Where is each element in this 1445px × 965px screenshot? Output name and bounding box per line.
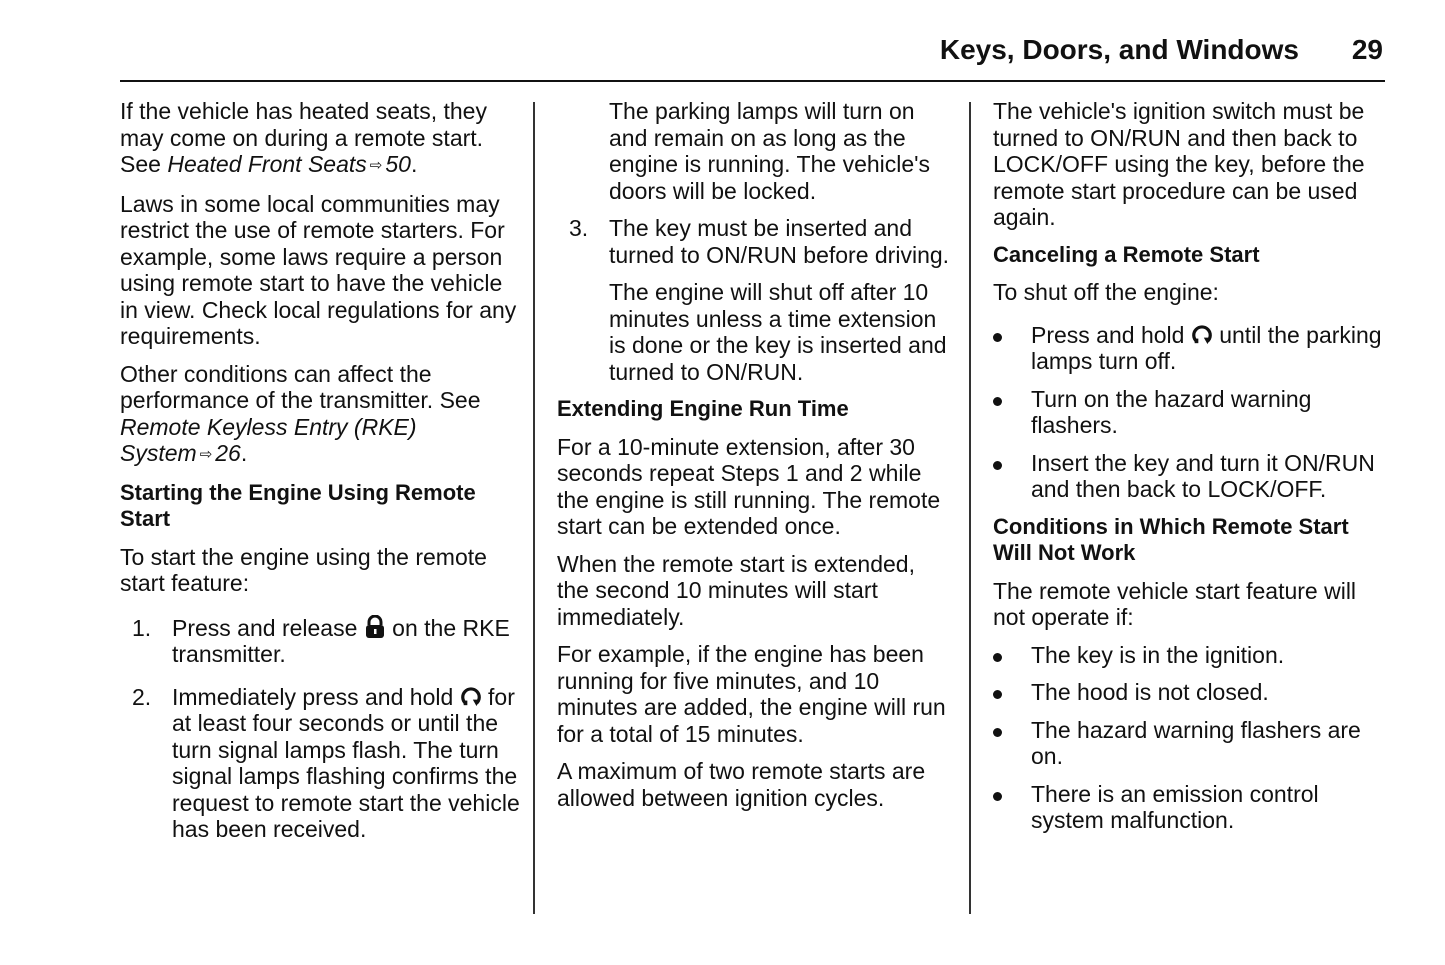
step-item: 3. The key must be inserted and turned to ON/RUN before driving. xyxy=(569,215,950,268)
heated-seats-paragraph: If the vehicle has heated seats, they may come on during a remote start. See Heated Front Seats ⇨ 50. xyxy=(120,98,487,177)
cross-reference-link[interactable]: Remote Keyless Entry (RKE) System xyxy=(120,413,417,466)
bullet-icon xyxy=(993,728,1002,737)
bullet-icon xyxy=(993,690,1002,699)
section-heading: Canceling a Remote Start xyxy=(993,241,1260,267)
step-number: 1. xyxy=(132,614,152,641)
cross-reference-link[interactable]: Heated Front Seats xyxy=(167,151,367,177)
step-continuation: The engine will shut off after 10 minutes unless a time extension is done or the key is inserted and turned to ON/RUN. xyxy=(609,279,947,385)
conditions-paragraph: Other conditions can affect the performance of the transmitter. See Remote Keyless Entry (RKE) System ⇨ 26. xyxy=(120,360,481,466)
list-item: Turn on the hazard warning flashers. xyxy=(993,386,1393,439)
step-number: 3. xyxy=(569,215,589,241)
list-item: Insert the key and turn it ON/RUN and then back to LOCK/OFF. xyxy=(993,450,1393,503)
bullet-icon xyxy=(993,461,1002,470)
bullet-icon xyxy=(993,397,1002,406)
section-heading: Starting the Engine Using Remote Start xyxy=(120,479,476,531)
paragraph: For a 10-minute extension, after 30 seconds repeat Steps 1 and 2 while the engine is still running. The remote start can be extended once. xyxy=(557,433,941,539)
bullet-icon xyxy=(993,653,1002,662)
list-item: The hazard warning flashers are on. xyxy=(993,717,1393,770)
page-ref-arrow-icon: ⇨ xyxy=(369,157,383,174)
list-item: The hood is not closed. xyxy=(993,679,1393,706)
column-3 xyxy=(993,98,1393,845)
lock-icon xyxy=(364,615,386,639)
paragraph: For example, if the engine has been running for five minutes, and 10 minutes are added, the engine will run for a total of 15 minutes. xyxy=(557,641,946,747)
step-continuation: The parking lamps will turn on and remain on as long as the engine is running. The vehicle's doors will be locked. xyxy=(609,98,931,204)
paragraph: A maximum of two remote starts are allowed between ignition cycles. xyxy=(557,758,926,811)
list-item: Press and hold until the parking lamps turn off. xyxy=(993,322,1393,375)
list-item: There is an emission control system malfunction. xyxy=(993,781,1393,834)
section-heading: Conditions in Which Remote Start Will Not Work xyxy=(993,513,1349,565)
step-item: 2. Immediately press and hold for at least four seconds or until the turn signal lamps flash. The turn signal lamps flashing confirms the request to remote start the vehicle has been received. xyxy=(132,683,520,842)
column-divider xyxy=(533,102,535,914)
section-heading: Extending Engine Run Time xyxy=(557,396,849,421)
step-item: 1. Press and release on the RKE transmitter. xyxy=(132,614,510,667)
remote-start-icon xyxy=(1191,322,1213,346)
paragraph: When the remote start is extended, the second 10 minutes will start immediately. xyxy=(557,550,915,630)
section-title: Keys, Doors, and Windows xyxy=(939,34,1299,65)
column-2 xyxy=(557,98,952,822)
page-ref[interactable]: 26 xyxy=(215,440,241,466)
laws-paragraph: Laws in some local communities may restrict the use of remote starters. For example, some laws require a person using remote start to have the vehicle in view. Check local regulations for any requirements. xyxy=(120,190,517,349)
intro-paragraph: To start the engine using the remote start feature: xyxy=(120,543,487,596)
page-ref-arrow-icon: ⇨ xyxy=(199,446,213,463)
remote-start-icon xyxy=(460,684,482,708)
page-number: 29 xyxy=(1351,34,1383,65)
step-number: 2. xyxy=(132,683,152,710)
column-divider xyxy=(969,102,971,914)
page-header xyxy=(120,30,1385,82)
bullet-icon xyxy=(993,333,1002,342)
paragraph: The vehicle's ignition switch must be turned to ON/RUN and then back to LOCK/OFF using the key, before the remote start procedure can be used again. xyxy=(993,98,1365,230)
column-1 xyxy=(120,98,520,859)
intro-paragraph: To shut off the engine: xyxy=(993,279,1219,305)
list-item: The key is in the ignition. xyxy=(993,642,1393,669)
intro-paragraph: The remote vehicle start feature will not operate if: xyxy=(993,577,1357,630)
bullet-icon xyxy=(993,792,1002,801)
page-ref[interactable]: 50 xyxy=(385,151,411,177)
